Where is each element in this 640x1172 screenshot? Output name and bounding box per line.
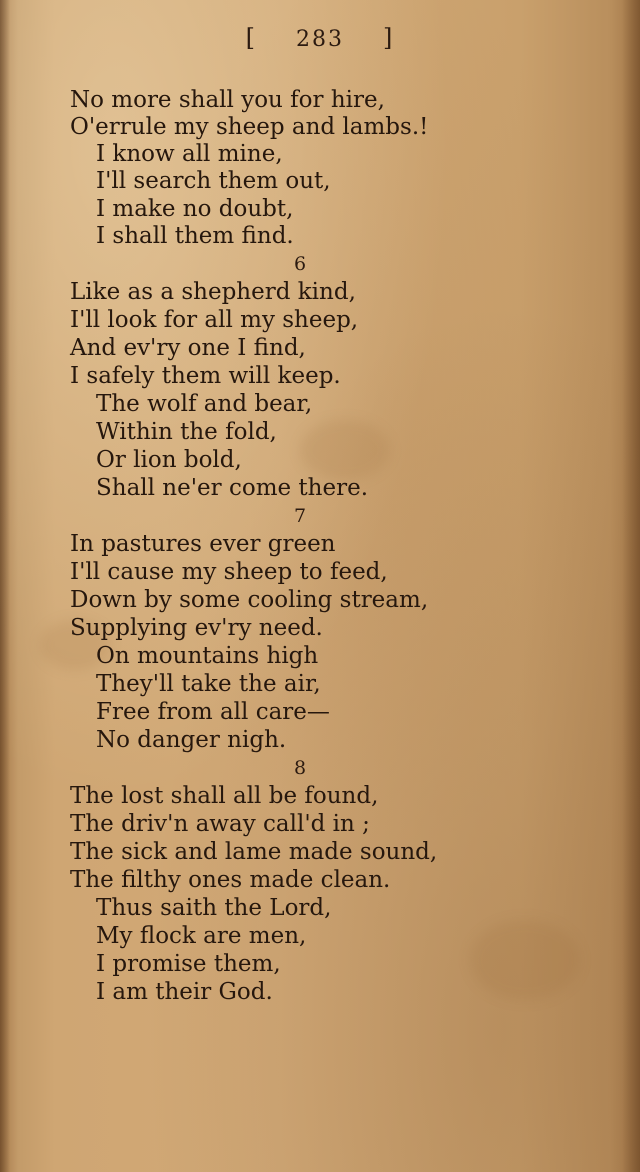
verse-line: My flock are men, xyxy=(96,923,307,949)
verse-line: I make no doubt, xyxy=(96,196,294,222)
verse-line: Down by some cooling stream, xyxy=(70,587,429,613)
verse-line: Supplying ev'ry need. xyxy=(70,615,323,641)
verse-line: Shall ne'er come there. xyxy=(96,475,369,501)
verse-line: Thus saith the Lord, xyxy=(96,895,332,921)
verse-line: I know all mine, xyxy=(96,141,283,167)
verse-line: The filthy ones made clean. xyxy=(70,867,391,893)
verse-line: No danger nigh. xyxy=(96,727,287,753)
header-right-bracket: ] xyxy=(383,24,395,52)
verse-line: O'errule my sheep and lambs.! xyxy=(70,114,429,140)
verse-line: They'll take the air, xyxy=(96,671,321,697)
verse-line: The driv'n away call'd in ; xyxy=(70,811,370,837)
verse-line: Or lion bold, xyxy=(96,447,242,473)
verse-line: In pastures ever green xyxy=(70,531,336,557)
stanza-number: 7 xyxy=(293,505,307,527)
page-header xyxy=(0,24,640,52)
verse-line: I safely them will keep. xyxy=(70,363,341,389)
paper-stain xyxy=(470,920,580,1000)
stanza-number: 6 xyxy=(293,253,307,275)
verse-line: Like as a shepherd kind, xyxy=(70,279,356,305)
verse-line: The lost shall all be found, xyxy=(70,783,379,809)
page-number: 283 xyxy=(296,27,344,52)
verse-line: The wolf and bear, xyxy=(96,391,313,417)
verse-line: I shall them find. xyxy=(96,223,294,249)
verse-line: I promise them, xyxy=(96,951,281,977)
verse-line: On mountains high xyxy=(96,643,319,669)
verse-line: And ev'ry one I find, xyxy=(70,335,306,361)
verse-line: Free from all care— xyxy=(96,699,330,725)
verse-line: I'll cause my sheep to feed, xyxy=(70,559,388,585)
stanza-number: 8 xyxy=(293,757,307,779)
verse-line: The sick and lame made sound, xyxy=(70,839,438,865)
verse-line: I'll look for all my sheep, xyxy=(70,307,359,333)
paper-stain xyxy=(300,420,390,480)
verse-line: No more shall you for hire, xyxy=(70,87,385,113)
header-left-bracket: [ xyxy=(245,24,257,52)
verse-line: Within the fold, xyxy=(96,419,277,445)
verse-line: I'll search them out, xyxy=(96,168,331,194)
verse-line: I am their God. xyxy=(96,979,273,1005)
